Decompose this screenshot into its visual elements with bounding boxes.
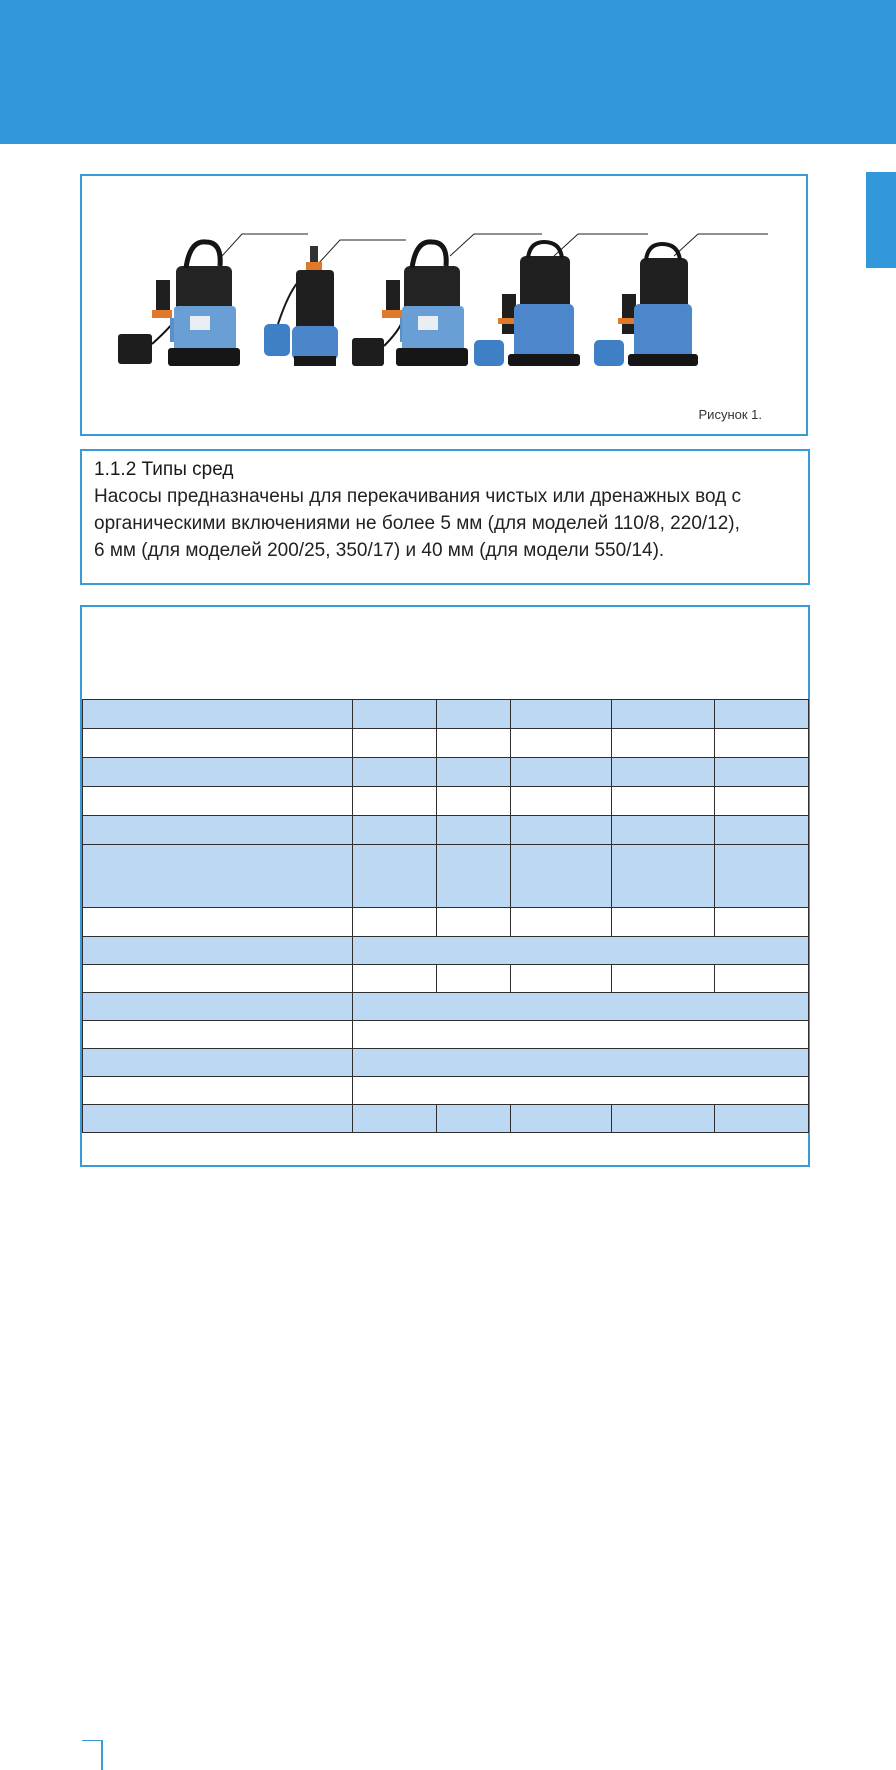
section-line: Насосы предназначены для перекачивания чистых или дренажных вод с — [94, 486, 741, 507]
table-row — [83, 937, 809, 965]
header-band — [0, 0, 896, 144]
table-corner-notch — [82, 1740, 122, 1770]
section-line: 6 мм (для моделей 200/25, 350/17) и 40 мм (для модели 550/14). — [94, 540, 665, 561]
pump-5-image — [594, 244, 698, 366]
section-line: органическими включениями не более 5 мм (для моделей 110/8, 220/12), — [94, 513, 740, 534]
table-row — [83, 908, 809, 937]
pump-4-image — [474, 242, 580, 366]
table-row — [83, 729, 809, 758]
table-row — [83, 1077, 809, 1105]
section-body — [94, 483, 796, 564]
figure-panel — [80, 174, 808, 436]
spec-table — [82, 699, 809, 1133]
table-row — [83, 816, 809, 845]
callout-lines — [222, 234, 768, 264]
section-title: 1.1.2 Типы сред — [94, 459, 234, 480]
table-row — [83, 845, 809, 908]
pump-3-image — [352, 242, 468, 366]
figure-caption: Рисунок 1. — [698, 407, 762, 422]
table-row — [83, 700, 809, 729]
table-row — [83, 1105, 809, 1133]
table-row — [83, 993, 809, 1021]
side-tab-marker — [866, 172, 896, 268]
table-row — [83, 787, 809, 816]
table-row — [83, 1049, 809, 1077]
table-row — [83, 1021, 809, 1049]
pump-1-image — [118, 242, 240, 366]
spec-table-panel — [80, 605, 810, 1167]
media-types-section — [80, 449, 810, 585]
pump-2-image — [264, 246, 338, 366]
pump-illustrations — [82, 176, 810, 438]
table-row — [83, 758, 809, 787]
table-row — [83, 965, 809, 993]
